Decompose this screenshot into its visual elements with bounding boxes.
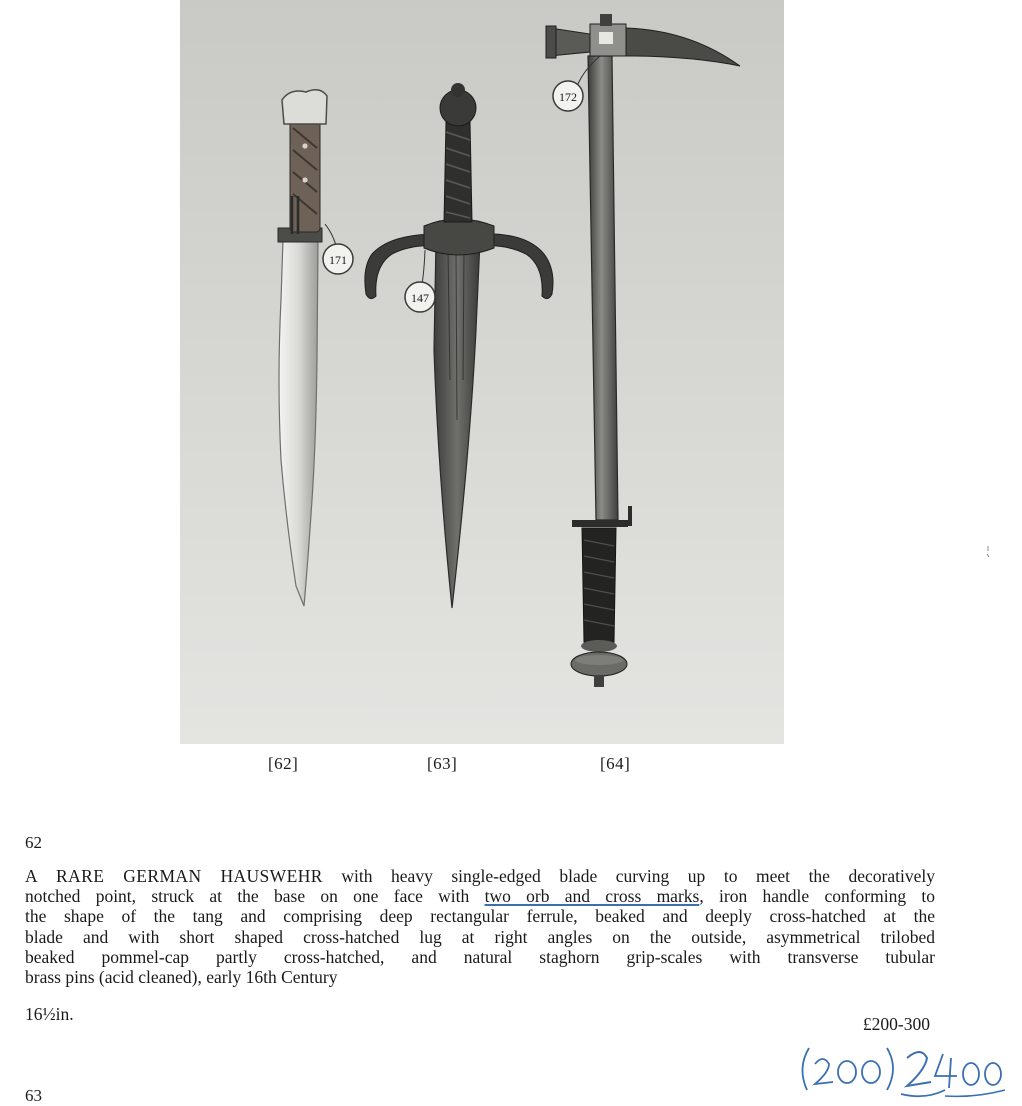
stray-mark <box>986 546 990 558</box>
figure-caption-64: [64] <box>600 754 631 773</box>
description-line: blade and with short shaped cross-hatched lug at right angles on the outside, asymmetrical trilobed <box>25 926 935 947</box>
tag-label: 172 <box>559 90 577 104</box>
tag-label: 171 <box>329 253 347 267</box>
description-line: beaked pommel-cap partly cross-hatched, and natural staghorn grip-scales with transverse tubular <box>25 946 935 967</box>
next-lot-number: 63 <box>25 1086 42 1105</box>
underlined-phrase: two orb and cross marks <box>484 886 700 907</box>
lot-size: 16½in. <box>25 1004 74 1024</box>
description-line: brass pins (acid cleaned), early 16th Century <box>25 967 338 988</box>
description-line: the shape of the tang and comprising deep rectangular ferrule, beaked and deeply cross-hatched at the <box>25 906 935 927</box>
description-line <box>25 866 935 886</box>
tag-171 <box>323 244 353 274</box>
tag-172 <box>553 81 583 111</box>
tag-label: 147 <box>411 291 429 305</box>
description-line <box>25 886 935 906</box>
tag-147 <box>405 282 435 312</box>
lot-estimate: £200-300 <box>862 1014 930 1034</box>
lot-number: 62 <box>25 833 42 852</box>
weapons-photograph <box>180 0 784 744</box>
figure-caption-62: [62] <box>268 754 299 773</box>
description-text: with heavy single-edged blade curving up to meet the decoratively <box>322 866 935 886</box>
figure-caption-63: [63] <box>427 754 458 773</box>
handwritten-annotation <box>795 1040 1010 1100</box>
lot-title: A RARE GERMAN HAUSWEHR <box>25 866 323 886</box>
lot-description <box>25 866 935 987</box>
description-text: , iron handle conforming to <box>699 886 935 907</box>
description-text: notched point, struck at the base on one face with <box>25 886 485 907</box>
